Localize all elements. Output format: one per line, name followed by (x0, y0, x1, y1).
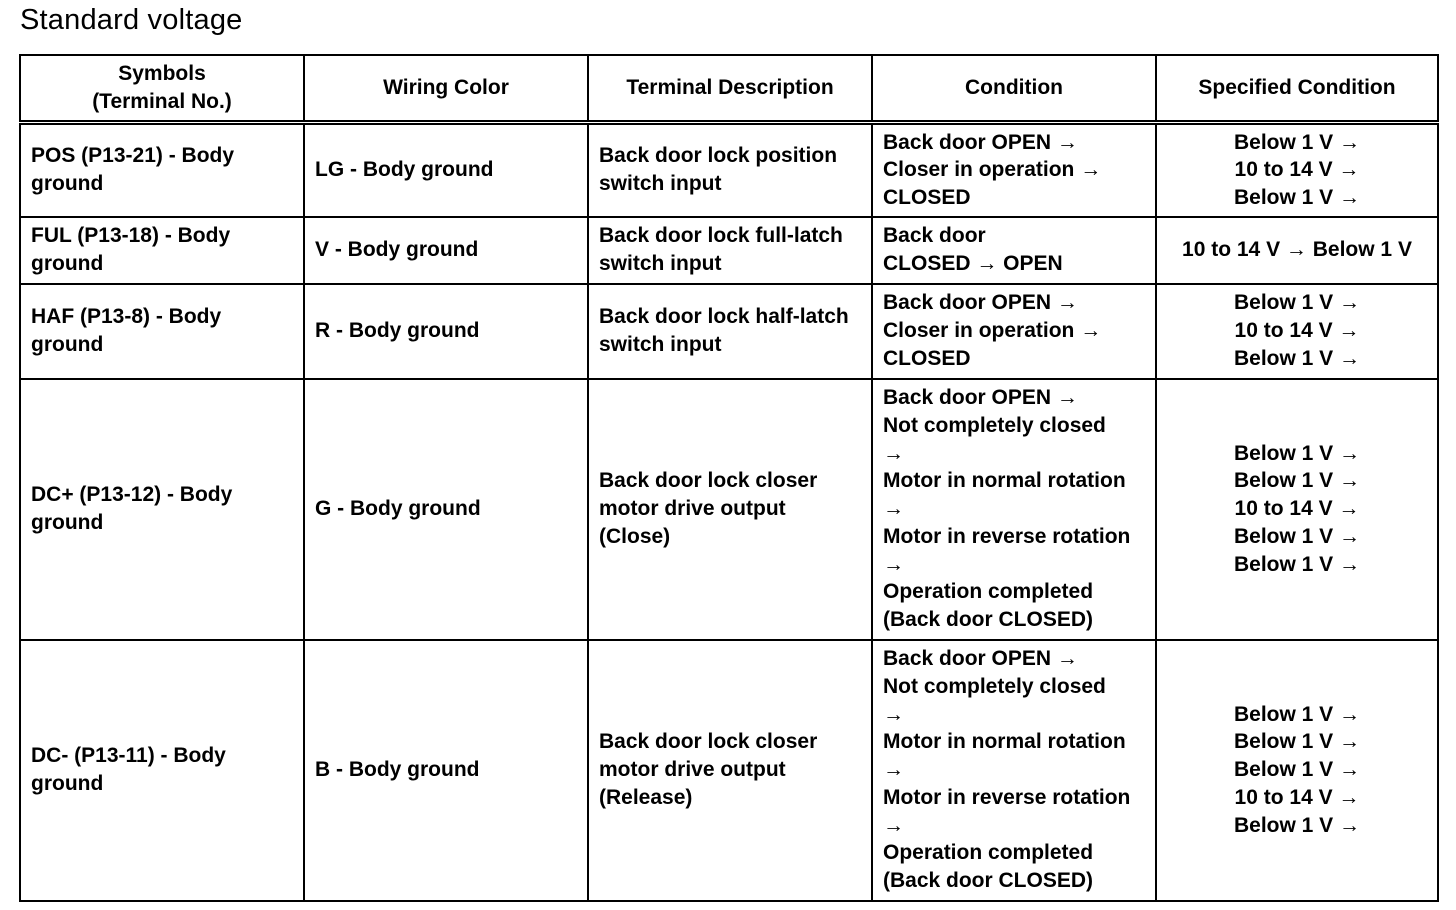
symbol-cell: DC+ (P13-12) - Body ground (20, 379, 304, 640)
description-cell: Back door lock closer motor drive output (Close) (588, 379, 872, 640)
condition-cell (872, 640, 1156, 901)
table-row (20, 217, 1438, 284)
symbol-cell: HAF (P13-8) - Body ground (20, 284, 304, 379)
header-terminal-description: Terminal Description (588, 55, 872, 123)
table-row (20, 640, 1438, 901)
condition-cell (872, 123, 1156, 217)
specified-line: Below 1 V → (1233, 524, 1361, 548)
condition-line: Closer in operation → (883, 158, 1102, 182)
condition-line: Back door OPEN → (883, 291, 1078, 315)
specified-line: 10 to 14 V → (1234, 319, 1360, 343)
description-cell: Back door lock closer motor drive output (Release) (588, 640, 872, 901)
condition-line: Back door OPEN → (883, 130, 1078, 154)
header-condition: Condition (872, 55, 1156, 123)
specified-cell (1156, 379, 1438, 640)
condition-line: → (883, 813, 904, 837)
condition-line: CLOSED (883, 346, 971, 370)
table-row (20, 379, 1438, 640)
wiring-cell: G - Body ground (304, 379, 588, 640)
table-row (20, 284, 1438, 379)
symbol-cell: POS (P13-21) - Body ground (20, 123, 304, 217)
condition-line: Motor in normal rotation (883, 469, 1126, 493)
standard-voltage-table (19, 54, 1439, 902)
condition-line: (Back door CLOSED) (883, 869, 1094, 893)
specified-line: 10 to 14 V → (1234, 497, 1360, 521)
table-body (20, 123, 1438, 901)
specified-cell (1156, 123, 1438, 217)
specified-line: Below 1 V → (1233, 441, 1361, 465)
condition-line: (Back door CLOSED) (883, 608, 1094, 632)
condition-line: → (883, 702, 904, 726)
specified-line: Below 1 V → (1233, 130, 1361, 154)
specified-line: Below 1 V → (1233, 186, 1361, 210)
condition-line: CLOSED (883, 186, 971, 210)
description-cell: Back door lock position switch input (588, 123, 872, 217)
specified-line: Below 1 V → (1233, 346, 1361, 370)
specified-line: Below 1 V → (1233, 552, 1361, 576)
condition-line: Not completely closed (883, 674, 1106, 698)
condition-line: Operation completed (883, 841, 1094, 865)
description-cell: Back door lock full-latch switch input (588, 217, 872, 284)
specified-cell (1156, 217, 1438, 284)
specified-line: 10 to 14 V → Below 1 V (1182, 238, 1412, 262)
table-header (20, 55, 1438, 123)
specified-line: Below 1 V → (1233, 813, 1361, 837)
condition-line: Back door OPEN → (883, 385, 1078, 409)
specified-line: Below 1 V → (1233, 469, 1361, 493)
condition-line: → (883, 758, 904, 782)
condition-line: Motor in reverse rotation (883, 785, 1131, 809)
condition-cell (872, 379, 1156, 640)
condition-line: Closer in operation → (883, 319, 1102, 343)
specified-line: 10 to 14 V → (1234, 158, 1360, 182)
condition-cell (872, 284, 1156, 379)
condition-line: Back door OPEN → (883, 646, 1078, 670)
condition-line: Motor in reverse rotation (883, 524, 1131, 548)
condition-cell (872, 217, 1156, 284)
header-specified-condition: Specified Condition (1156, 55, 1438, 123)
condition-line: Operation completed (883, 580, 1094, 604)
header-symbols-line-2: (Terminal No.) (92, 90, 232, 113)
condition-line: → (883, 552, 904, 576)
specified-line: Below 1 V → (1233, 291, 1361, 315)
specified-cell (1156, 284, 1438, 379)
page-title: Standard voltage (20, 4, 243, 36)
header-wiring-color: Wiring Color (304, 55, 588, 123)
condition-line: Back door (883, 224, 986, 248)
specified-line: Below 1 V → (1233, 730, 1361, 754)
symbol-cell: DC- (P13-11) - Body ground (20, 640, 304, 901)
header-symbols (20, 55, 304, 123)
wiring-cell: LG - Body ground (304, 123, 588, 217)
condition-line: Not completely closed (883, 413, 1106, 437)
header-row (20, 55, 1438, 123)
specified-line: 10 to 14 V → (1234, 785, 1360, 809)
condition-line: Motor in normal rotation (883, 730, 1126, 754)
condition-line: CLOSED → OPEN (883, 252, 1063, 275)
wiring-cell: B - Body ground (304, 640, 588, 901)
condition-line: → (883, 497, 904, 521)
description-cell: Back door lock half-latch switch input (588, 284, 872, 379)
specified-line: Below 1 V → (1233, 758, 1361, 782)
symbol-cell: FUL (P13-18) - Body ground (20, 217, 304, 284)
wiring-cell: V - Body ground (304, 217, 588, 284)
specified-line: Below 1 V → (1233, 702, 1361, 726)
wiring-cell: R - Body ground (304, 284, 588, 379)
table-row (20, 123, 1438, 217)
condition-line: → (883, 441, 904, 465)
specified-cell (1156, 640, 1438, 901)
header-symbols-line-1: Symbols (118, 62, 206, 86)
